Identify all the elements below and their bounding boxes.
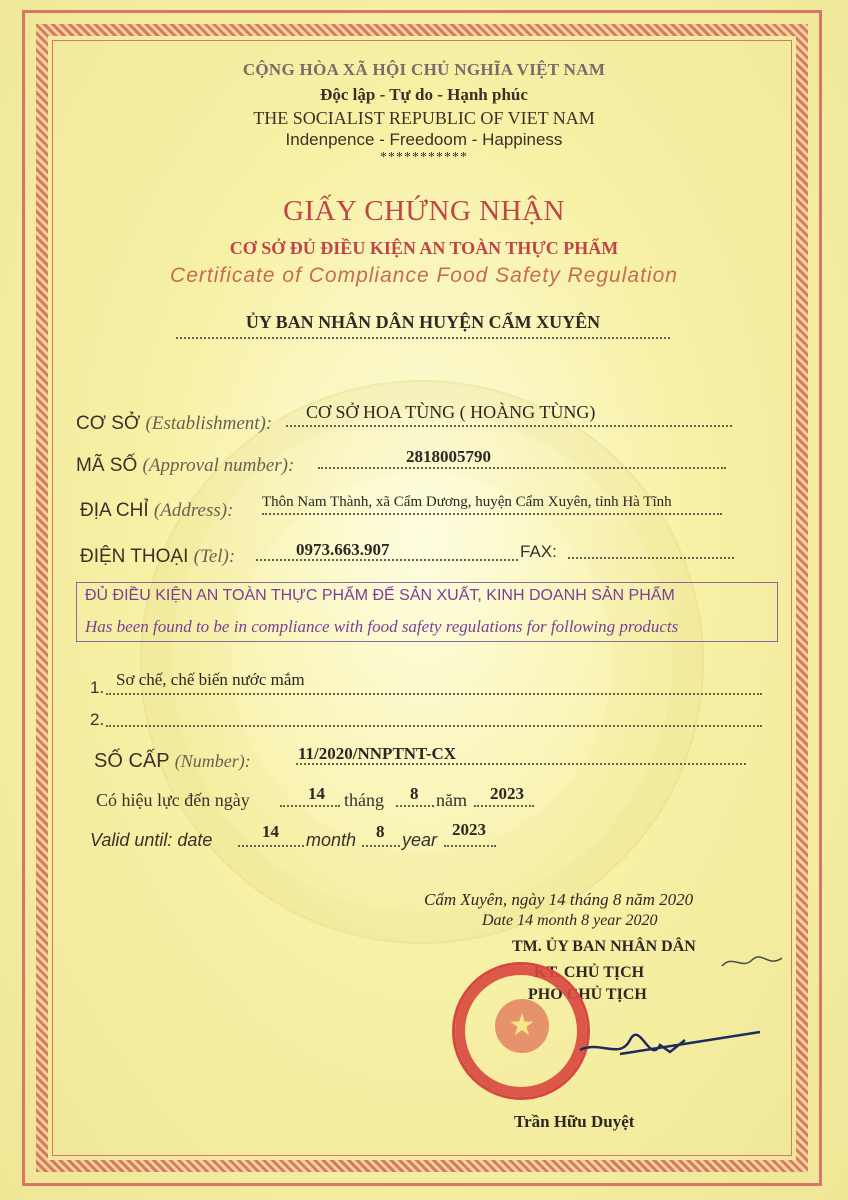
- validity-en-year: 2023: [452, 820, 486, 839]
- product-1-dotted-line: [106, 692, 762, 695]
- country-name-vn: CỘNG HÒA XÃ HỘI CHỦ NGHĨA VIỆT NAM: [242, 60, 606, 79]
- certificate-subtitle-en: Certificate of Compliance Food Safety Regulation: [170, 264, 678, 287]
- approval-value: 2818005790: [406, 447, 491, 466]
- establishment-dotted-line: [286, 424, 732, 427]
- product-1-number: 1.: [90, 678, 105, 697]
- validity-en-day-line: [238, 844, 304, 847]
- validity-vn-day: 14: [308, 784, 325, 803]
- approval-label: MÃ SỐ (Approval number):: [76, 455, 295, 476]
- place-date-en: Date 14 month 8 year 2020: [482, 912, 658, 929]
- tel-value: 0973.663.907: [296, 540, 390, 559]
- approval-dotted-line: [318, 466, 726, 469]
- motto-vn: Độc lập - Tự do - Hạnh phúc: [320, 85, 528, 104]
- validity-vn-month: 8: [410, 784, 419, 803]
- validity-vn-month-line: [396, 804, 434, 807]
- address-dotted-line: [262, 512, 722, 515]
- signatory-position: PHÓ CHỦ TỊCH: [528, 986, 647, 1003]
- seal-star-icon: ★: [495, 999, 549, 1053]
- issuing-authority: ỦY BAN NHÂN DÂN HUYỆN CẨM XUYÊN: [176, 312, 670, 339]
- validity-en-month: 8: [376, 822, 385, 841]
- address-label: ĐỊA CHỈ (Address):: [80, 500, 234, 521]
- establishment-label: CƠ SỞ (Establishment):: [76, 413, 273, 434]
- number-label: SỐ CẤP (Number):: [94, 750, 251, 772]
- establishment-value: CƠ SỞ HOA TÙNG ( HOÀNG TÙNG): [306, 402, 596, 422]
- validity-vn-month-word: tháng: [344, 790, 384, 810]
- validity-vn-year-word: năm: [436, 790, 467, 810]
- motto-en: Indenpence - Freedoom - Happiness: [285, 130, 563, 149]
- signatory-name: Trần Hữu Duyệt: [514, 1112, 635, 1131]
- tel-label: ĐIỆN THOẠI (Tel):: [80, 546, 236, 567]
- validity-en-prefix: Valid until: date: [90, 830, 213, 850]
- compliance-text-en: Has been found to be in compliance with food safety regulations for following products: [85, 617, 679, 636]
- number-value: 11/2020/NNPTNT-CX: [298, 744, 457, 763]
- product-1-value: Sơ chế, chế biến nước mắm: [116, 670, 305, 689]
- certificate-subtitle-vn: CƠ SỞ ĐỦ ĐIỀU KIỆN AN TOÀN THỰC PHẨM: [229, 238, 619, 258]
- signatory-org: TM. ỦY BAN NHÂN DÂN: [512, 938, 696, 955]
- certificate-title: GIẤY CHỨNG NHẬN: [283, 195, 565, 227]
- fax-dotted-line: [568, 556, 734, 559]
- validity-vn-year-line: [474, 804, 534, 807]
- handwritten-signature: [560, 1010, 800, 1090]
- validity-en-month-line: [362, 844, 400, 847]
- initial-mark: [718, 948, 788, 978]
- product-2-number: 2.: [90, 710, 105, 729]
- validity-vn-year: 2023: [490, 784, 524, 803]
- signatory-kt: KT. CHỦ TỊCH: [534, 964, 645, 981]
- country-name-en: THE SOCIALIST REPUBLIC OF VIET NAM: [253, 108, 595, 128]
- stars-divider: ***********: [380, 150, 468, 165]
- product-2-dotted-line: [106, 724, 762, 727]
- validity-en-month-word: month: [306, 830, 357, 850]
- validity-en-day: 14: [262, 822, 279, 841]
- validity-en-year-line: [444, 844, 496, 847]
- address-value: Thôn Nam Thành, xã Cẩm Dương, huyện Cẩm Xuyên, tỉnh Hà Tĩnh: [262, 494, 672, 510]
- validity-vn-prefix: Có hiệu lực đến ngày: [96, 790, 250, 810]
- fax-label: FAX:: [520, 542, 557, 561]
- validity-en-year-word: year: [402, 830, 438, 850]
- compliance-text-vn: ĐỦ ĐIỀU KIỆN AN TOÀN THỰC PHẨM ĐỂ SẢN XUẤT, KINH DOANH SẢN PHẨM: [85, 587, 675, 604]
- validity-vn-day-line: [280, 804, 340, 807]
- place-date-vn: Cẩm Xuyên, ngày 14 tháng 8 năm 2020: [424, 890, 694, 909]
